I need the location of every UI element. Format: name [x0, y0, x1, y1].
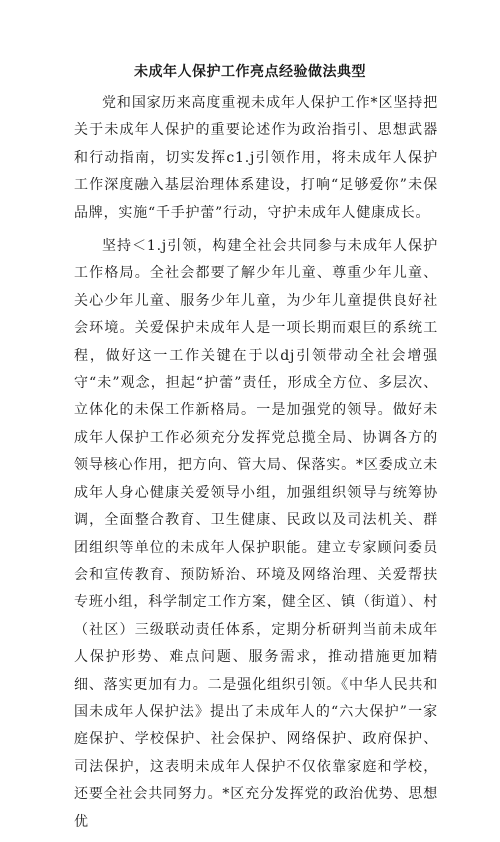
document-title: 未成年人保护工作亮点经验做法典型 — [134, 64, 366, 80]
paragraph-main: 坚持＜1.j引领，构建全社会共同参与未成年人保护工作格局。全社会都要了解少年儿童、尊重少年儿童、关心少年儿童、服务少年儿童，为少年儿童提供良好社会环境。关爱保护未成年人是一项长期而艰巨的系统工程，做好这一工作关键在于以dj引领带动全社会增强守“未”观念，担起“护蕾”责任，形成全方位、多层次、立体化的未保工作新格局。一是加强党的领导。做好未成年人保护工作必须充分发挥党总揽全局、协调各方的领导核心作用，把方向、管大局、保落实。*区委成立未成年人身心健康关爱领导小组，加强组织领导与统筹协调，全面整合教育、卫生健康、民政以及司法机关、群团组织等单位的未成年人保护职能。建立专家顾问委员会和宣传教育、预防矫治、环境及网络治理、关爱帮扶专班小组，科学制定工作方案，健全区、镇（街道）、村（社区）三级联动责任体系，定期分析研判当前未成年人保护形势、难点问题、服务需求，推动措施更加精细、落实更加有力。二是强化组织引领。《中华人民共和国未成年人保护法》提出了未成年人的“六大保护”一家庭保护、学校保护、社会保护、网络保护、政府保护、司法保护，这表明未成年人保护不仅依靠家庭和学校，还要全社会共同努力。*区充分发挥党的政治优势、思想优 — [74, 238, 438, 830]
paragraph-intro: 党和国家历来高度重视未成年人保护工作*区坚持把关于未成年人保护的重要论述作为政治指引、思想武器和行动指南，切实发挥c1.j引领作用，将未成年人保护工作深度融入基层治理体系建设，打响“足够爱你”未保品牌，实施“千手护蕾”行动，守护未成年人健康成长。 — [74, 95, 438, 221]
document-body — [74, 90, 438, 842]
